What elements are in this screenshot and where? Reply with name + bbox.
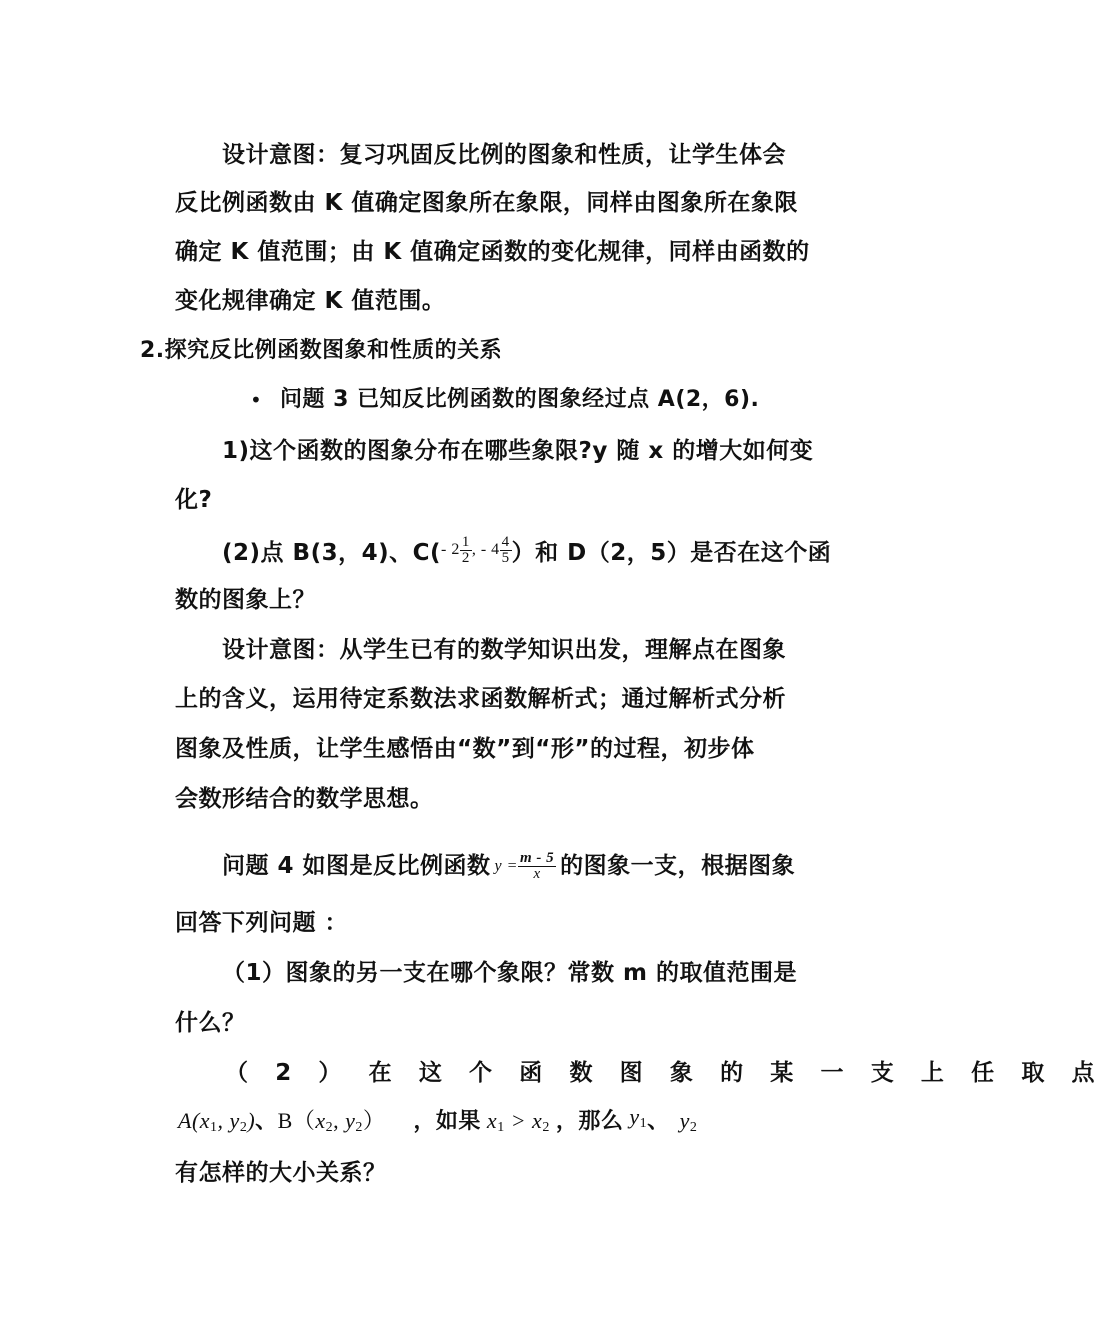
design-intent-2-line-2: 上的含义，运用待定系数法求函数解析式；通过解析式分析: [175, 686, 786, 712]
bullet-icon: •: [250, 388, 262, 412]
question-4-text-b: 的图象一支，根据图象: [560, 853, 796, 879]
point-b: $B(x_2$, $y_2$）: [277, 1108, 386, 1135]
question-3-part-2-text-b: ）和 D（2，5）是否在这个函: [511, 540, 832, 566]
design-intent-1-line-2: 反比例函数由 K 值确定图象所在象限，同样由图象所在象限: [175, 190, 798, 216]
question-4-text-a: 问题 4 如图是反比例函数: [222, 853, 491, 879]
question-4-line-1: [222, 850, 795, 883]
question-4-part-1-line-1: （1）图象的另一支在哪个象限？常数 m 的取值范围是: [222, 960, 797, 986]
question-3-part-2-line-2: 数的图象上？: [175, 587, 316, 613]
c-y-integer: , - 4: [471, 541, 500, 558]
design-intent-1-line-1: 设计意图：复习巩固反比例的图象和性质，让学生体会: [222, 142, 786, 168]
c-y-fraction: $\frac{4}{5}$: [501, 533, 510, 566]
design-intent-2-line-1: 设计意图：从学生已有的数学知识出发，理解点在图象: [222, 637, 786, 663]
if-text: ，如果: [413, 1109, 481, 1134]
formula-fraction: $\frac{m - 5}{x}$: [519, 850, 555, 883]
question-3-part-1-line-2: 化?: [175, 487, 213, 513]
question-3: 问题 3 已知反比例函数的图象经过点 A(2，6).: [280, 387, 760, 412]
separator-2: 、: [647, 1109, 670, 1134]
question-3-part-2-text-a: (2)点 B(3，4)、C(: [222, 540, 441, 566]
question-4-part-2-line-1: （ 2 ） 在 这 个 函 数 图 象 的 某 一 支 上 任 取 点: [225, 1060, 1104, 1086]
c-x-fraction: $\frac{1}{2}$: [461, 533, 470, 566]
design-intent-2-line-3: 图象及性质，让学生感悟由“数”到“形”的过程，初步体: [175, 736, 755, 762]
question-3-part-2-line-1: [222, 534, 831, 569]
question-4-part-2-line-3: 有怎样的大小关系？: [175, 1160, 387, 1186]
y2-symbol: $y_2$: [679, 1108, 698, 1135]
y1-symbol: $y_1$: [629, 1104, 648, 1131]
c-x-integer: - 2: [441, 541, 460, 558]
point-a: $A(x_1$, $y_2$): [178, 1108, 256, 1135]
question-4-part-1-line-2: 什么？: [175, 1010, 246, 1036]
design-intent-1-line-3: 确定 K 值范围；由 K 值确定函数的变化规律，同样由函数的: [175, 239, 810, 265]
then-text: ，那么: [555, 1109, 624, 1134]
question-4-part-2-line-2: [178, 1101, 697, 1144]
condition-x1-gt-x2: $x_1 > x_2$: [486, 1108, 550, 1135]
question-4-line-2: 回答下列问题 ：: [175, 910, 349, 936]
formula-lhs: y =: [494, 857, 518, 875]
design-intent-2-line-4: 会数形结合的数学思想。: [175, 786, 434, 812]
point-c-coordinates: [441, 533, 512, 566]
separator: 、: [255, 1109, 278, 1134]
function-formula: [495, 850, 557, 882]
question-3-part-1-line-1: 1)这个函数的图象分布在哪些象限?y 随 x 的增大如何变: [222, 438, 814, 464]
section-heading-2: 2.探究反比例函数图象和性质的关系: [140, 338, 503, 363]
design-intent-1-line-4: 变化规律确定 K 值范围。: [175, 288, 446, 314]
